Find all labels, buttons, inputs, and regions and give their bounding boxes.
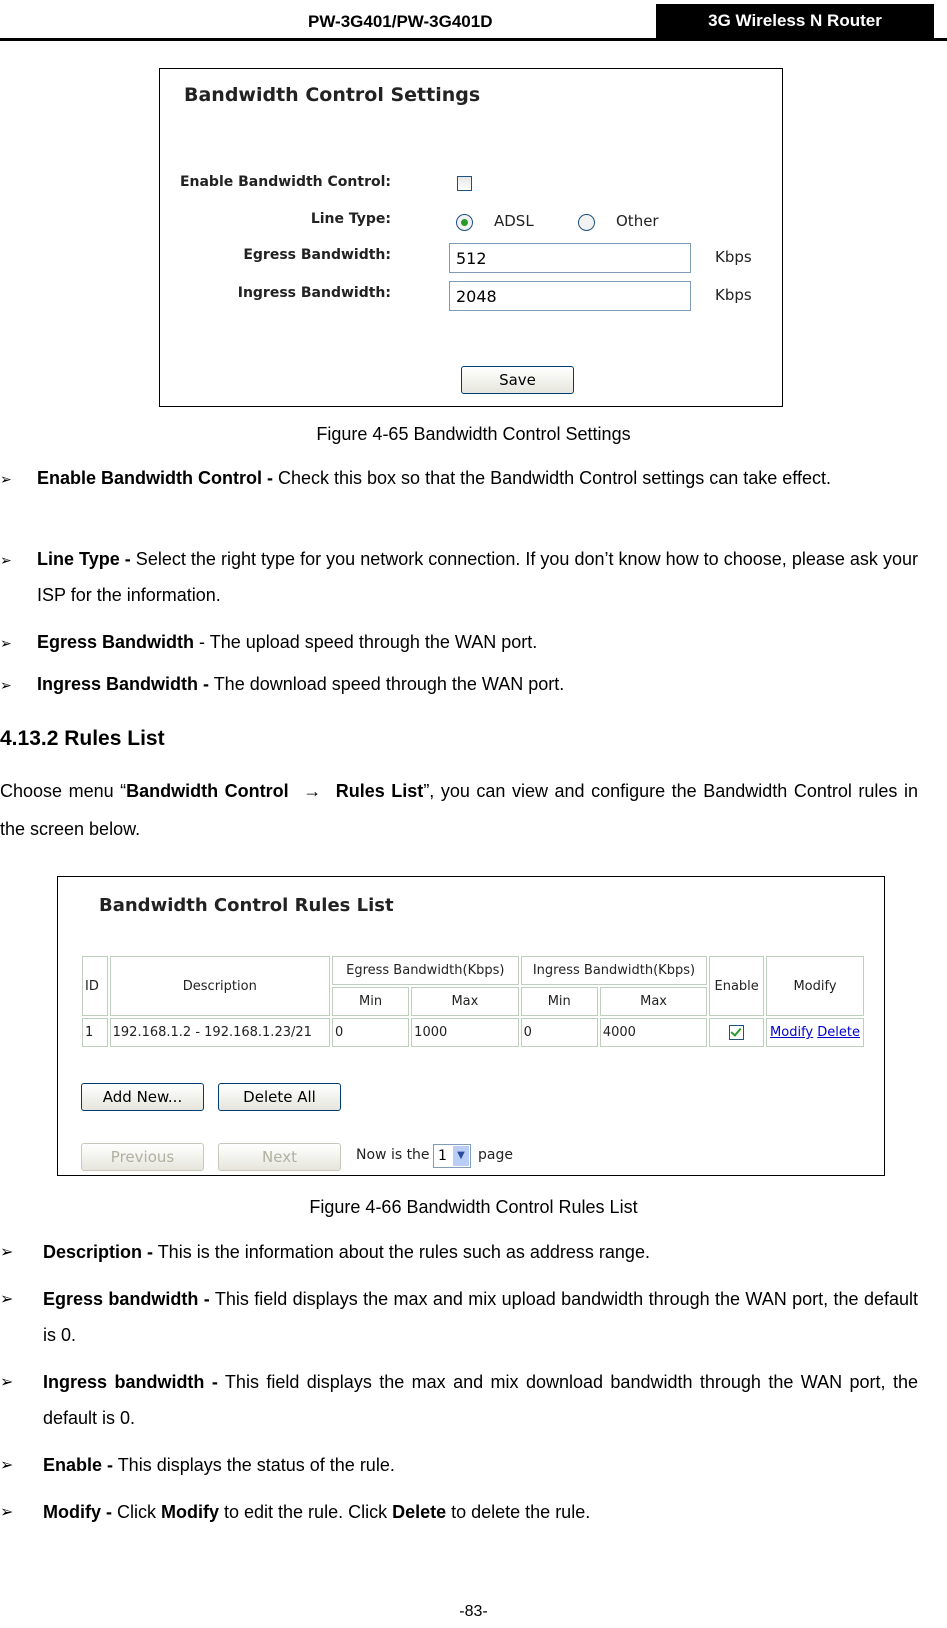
table-row <box>82 1018 864 1047</box>
now-is-the-label: Now is the <box>356 1147 430 1163</box>
rules-list-title: Bandwidth Control Rules List <box>99 895 394 916</box>
figure-65-caption: Figure 4-65 Bandwidth Control Settings <box>316 424 631 444</box>
section-heading <box>0 727 165 751</box>
bullet-arrow-icon: ➢ <box>0 1244 14 1261</box>
bullet-text: Click <box>112 1502 161 1522</box>
row-description: 192.168.1.2 - 192.168.1.23/21 <box>110 1018 330 1047</box>
bullet-text: Check this box so that the Bandwidth Control settings can take effect. <box>273 468 831 488</box>
bullet-text: to edit the rule. Click <box>219 1502 393 1522</box>
delete-link[interactable]: Delete <box>817 1025 860 1040</box>
bullet-arrow-icon: ➢ <box>0 677 12 693</box>
bullet-term: Enable Bandwidth Control - <box>37 468 273 488</box>
row-egress-max: 1000 <box>411 1018 518 1047</box>
page-label: page <box>478 1147 513 1163</box>
ingress-bandwidth-label: Ingress Bandwidth: <box>237 285 391 301</box>
figure-66-caption: Figure 4-66 Bandwidth Control Rules List <box>309 1197 638 1217</box>
section-number: 4.13.2 <box>0 727 59 750</box>
bullet-term: Egress Bandwidth <box>37 632 195 652</box>
header-egress-min: Min <box>332 987 409 1016</box>
section-title: Rules List <box>64 727 165 750</box>
enable-bandwidth-label: Enable Bandwidth Control: <box>179 174 391 190</box>
enable-checkbox[interactable] <box>729 1025 744 1040</box>
intro-paragraph <box>0 772 918 848</box>
enable-bandwidth-checkbox[interactable] <box>457 176 472 191</box>
header-model: PW-3G401/PW-3G401D <box>308 12 493 31</box>
bullet-arrow-icon: ➢ <box>0 1374 14 1391</box>
bullet-ingress-bandwidth <box>0 666 918 702</box>
next-button[interactable]: Next <box>218 1143 341 1171</box>
bandwidth-settings-screenshot <box>159 68 783 407</box>
bullet-arrow-icon: ➢ <box>0 635 12 651</box>
bullet-arrow-icon: ➢ <box>0 1291 14 1308</box>
row-enable-cell <box>709 1018 764 1047</box>
bullet-text: This field displays the max and mix upload bandwidth through the WAN port, the default is 0. <box>43 1289 918 1345</box>
bullet-egress-field <box>0 1281 918 1353</box>
bullet-text: - The upload speed through the WAN port. <box>194 632 538 652</box>
adsl-radio[interactable] <box>456 214 473 231</box>
header-id: ID <box>82 956 108 1016</box>
bullet-arrow-icon: ➢ <box>0 552 12 568</box>
intro-text: Choose menu “ <box>0 781 127 801</box>
bullet-term: Line Type - <box>37 549 131 569</box>
header-rule <box>0 38 947 41</box>
header-product: 3G Wireless N Router <box>656 4 934 38</box>
bullet-arrow-icon: ➢ <box>0 1504 14 1521</box>
chevron-down-icon: ▼ <box>453 1146 469 1166</box>
bullet-term: Description - <box>43 1242 154 1262</box>
settings-title: Bandwidth Control Settings <box>184 84 481 106</box>
bullet-text: This field displays the max and mix download bandwidth through the WAN port, the default is 0. <box>43 1372 918 1428</box>
bullet-arrow-icon: ➢ <box>0 471 12 487</box>
save-button[interactable]: Save <box>461 366 574 394</box>
bullet-text: This is the information about the rules such as address range. <box>153 1242 650 1262</box>
rules-table <box>80 954 866 1049</box>
bullet-ingress-field <box>0 1364 918 1436</box>
header-egress: Egress Bandwidth(Kbps) <box>332 956 519 985</box>
egress-bandwidth-input[interactable] <box>449 243 691 273</box>
bullet-term: Modify - <box>43 1502 112 1522</box>
header-modify: Modify <box>766 956 864 1016</box>
ingress-bandwidth-input[interactable] <box>449 281 691 311</box>
adsl-label: ADSL <box>494 212 534 230</box>
intro-text: ”, you can view and configure the Bandwidth Control rules in the screen below. <box>0 781 918 839</box>
row-ingress-min: 0 <box>521 1018 598 1047</box>
header-ingress-min: Min <box>521 987 598 1016</box>
bullet-text: The download speed through the WAN port. <box>209 674 565 694</box>
bullet-enable-bandwidth <box>0 460 918 496</box>
row-egress-min: 0 <box>332 1018 409 1047</box>
bullet-text: Select the right type for you network connection. If you don’t know how to choose, please ask your ISP for the information. <box>37 549 918 605</box>
header-egress-max: Max <box>411 987 518 1016</box>
row-modify-cell <box>766 1018 864 1047</box>
header-ingress: Ingress Bandwidth(Kbps) <box>521 956 708 985</box>
bullet-arrow-icon: ➢ <box>0 1457 14 1474</box>
menu-rules-list: Rules List <box>335 781 424 801</box>
ingress-unit: Kbps <box>715 286 752 304</box>
egress-unit: Kbps <box>715 248 752 266</box>
page-select[interactable] <box>433 1144 471 1168</box>
bullet-term: Ingress Bandwidth - <box>37 674 210 694</box>
line-type-label: Line Type: <box>310 211 391 227</box>
other-label: Other <box>616 212 659 230</box>
other-radio[interactable] <box>578 214 595 231</box>
bullet-term: Egress bandwidth - <box>43 1289 210 1309</box>
bullet-bold-delete: Delete <box>392 1502 447 1522</box>
bullet-enable <box>0 1447 918 1483</box>
menu-bandwidth-control: Bandwidth Control <box>126 781 289 801</box>
row-ingress-max: 4000 <box>600 1018 707 1047</box>
bullet-egress-bandwidth <box>0 624 918 660</box>
delete-all-button[interactable]: Delete All <box>218 1083 341 1111</box>
page-number: -83- <box>459 1603 488 1620</box>
bullet-term: Enable - <box>43 1455 114 1475</box>
rules-list-screenshot <box>57 876 885 1176</box>
header-ingress-max: Max <box>600 987 707 1016</box>
modify-link[interactable]: Modify <box>770 1025 814 1040</box>
add-new-button[interactable]: Add New... <box>81 1083 204 1111</box>
bullet-text: This displays the status of the rule. <box>113 1455 395 1475</box>
bullet-bold-modify: Modify <box>161 1502 219 1522</box>
bullet-term: Ingress bandwidth - <box>43 1372 218 1392</box>
bullet-modify <box>0 1494 918 1530</box>
egress-bandwidth-label: Egress Bandwidth: <box>243 247 391 263</box>
row-id: 1 <box>82 1018 108 1047</box>
page-select-value: 1 <box>438 1148 447 1164</box>
bullet-description <box>0 1234 918 1270</box>
bullet-text: to delete the rule. <box>446 1502 591 1522</box>
bullet-line-type <box>0 541 918 613</box>
previous-button[interactable]: Previous <box>81 1143 204 1171</box>
header-enable: Enable <box>709 956 764 1016</box>
header-description: Description <box>110 956 330 1016</box>
menu-arrow: → <box>303 781 322 801</box>
